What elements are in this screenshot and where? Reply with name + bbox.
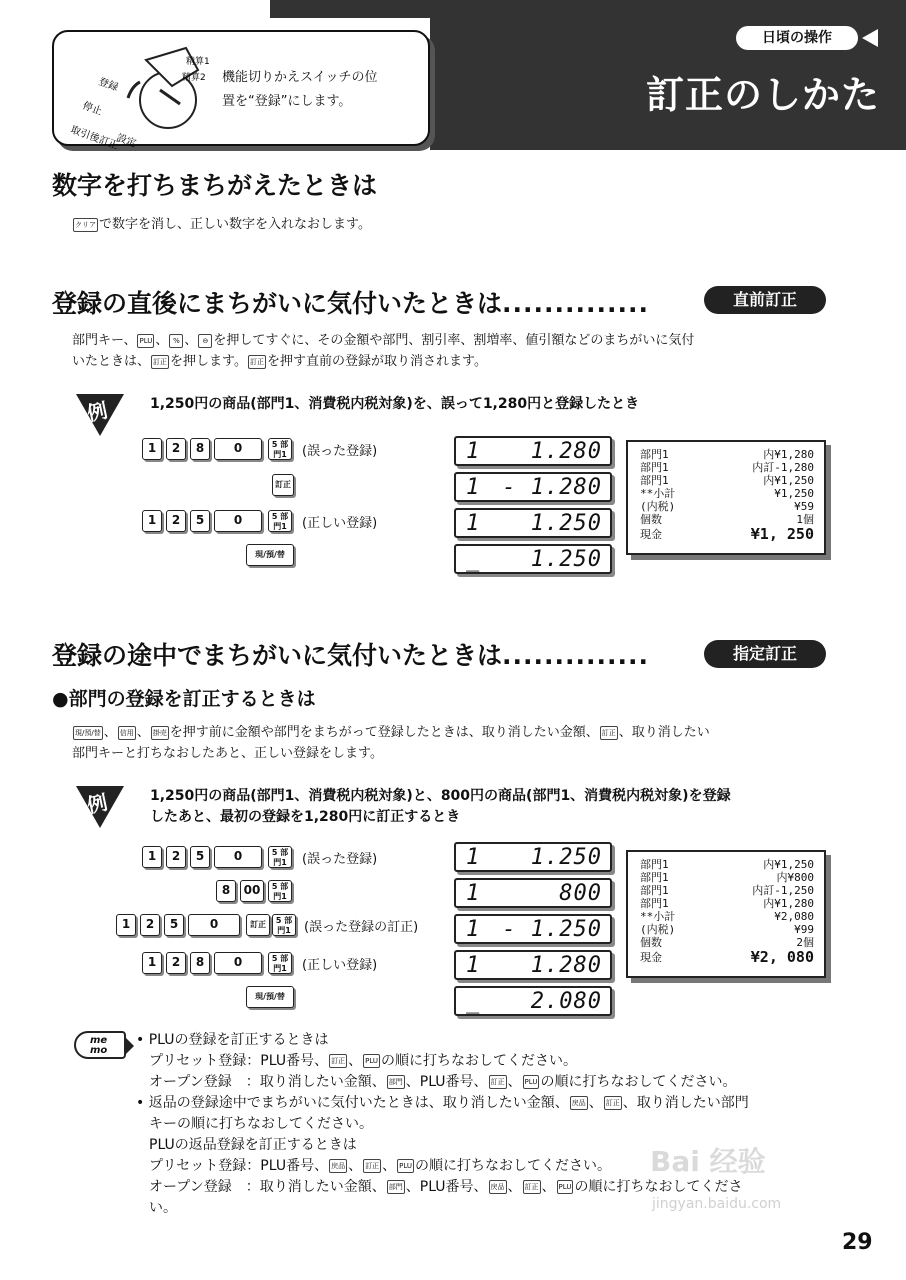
memo-notes: • PLUの登録を訂正するときは プリセット登録：PLU番号、 訂正 、 PLU の順に打ちなおしてください。 オープン登録 ：取り消したい金額、 部門 、PLU番号、 訂正 、 PLU の順に打ちなおしてください。 • 返品の登録途中でまちがいに気付いたときは、取り消したい金額、 戻品 、 訂正 、取り消したい部門 キーの順に打ちなおしてください。 PLUの返品登録を訂正するときは プリセット登録：PLU番号、 戻品 、 訂正 、 PLU の順に打ちなおしてください。 オープン登録 ：取り消したい金額、 部門 、PLU番号、 戻品 、 訂正 、 PLU の順に打ちなおしてくださ い。 [136,1032,749,1216]
section2-heading: 登録の直後にまちがいに気付いたときは.............. [52,289,649,318]
clear-key-icon: クリア [73,218,98,232]
key-sequence: 1 2 5 0 5 部門1 (正しい登録) [142,510,442,534]
register-display: 1 - 1.250 [454,914,612,944]
section-label: 日頃の操作 [736,26,858,50]
dial-label: 設定 [114,132,138,150]
watermark-url: jingyan.baidu.com [652,1196,782,1212]
correct-key-icon: 訂正 [248,355,266,369]
section3-heading: 登録の途中でまちがいに気付いたときは.............. [52,641,649,670]
credit-key-icon: 信用 [118,726,136,740]
register-display: 1 - 1.280 [454,472,612,502]
cash-key-icon: 現/預/替 [73,726,103,740]
percent-key-icon: % [169,334,183,348]
example-text: 1,250円の商品(部門1、消費税内税対象)を、誤って1,280円と登録したとき [150,396,640,412]
section-arrow-icon [862,29,878,47]
memo-icon: me mo [74,1031,126,1059]
dial-label: 取引後訂正 [68,124,120,152]
watermark: Bai 经验 [650,1145,766,1178]
mode-switch-icon [68,40,218,152]
correct-key-icon: 訂正 [151,355,169,369]
key-sequence: 1 2 8 0 5 部門1 (正しい登録) [142,952,442,976]
correct-key-icon: 訂正 [600,726,618,740]
switch-instruction: 機能切りかえスイッチの位 置を“登録”にします。 [222,70,378,109]
key-sequence: 1 2 5 0 5 部門1 (誤った登録) [142,846,442,870]
register-display: 1 1.280 [454,950,612,980]
key-sequence: 現/預/替 [142,986,442,1010]
key-sequence: 8 00 5 部門1 [142,880,442,904]
dial-label: 停止 [80,100,104,118]
dial-label: 登録 [96,76,120,94]
key-sequence: 1 2 8 0 5 部門1 (誤った登録) [142,438,442,462]
tag-direct-correction: 直前訂正 [704,286,826,314]
section1-text: クリア で数字を消し、正しい数字を入れなおします。 [75,217,371,232]
register-display: _ 2.080 [454,986,612,1016]
receipt: 部門1 内¥1,280 部門1 内訂-1,280 部門1 内¥1,250 **小計 ¥1,250 (内税) ¥59 個数 1個 現金 ¥1, 250 [626,440,826,555]
charge-key-icon: 掛売 [151,726,169,740]
register-display: 1 1.250 [454,508,612,538]
example-text: 1,250円の商品(部門1、消費税内税対象)と、800円の商品(部門1、消費税内税対象)を登録 したあと、最初の登録を1,280円に訂正するとき [150,788,731,825]
example-mark: 例 [76,394,124,442]
minus-key-icon: ⊖ [198,334,212,348]
register-display: _ 1.250 [454,544,612,574]
key-sequence: 1 2 5 0 訂正 5 部門1 (誤った登録の訂正) [116,914,446,938]
dial-label: 精算1 [186,57,210,67]
register-display: 1 800 [454,878,612,908]
key-sequence: 訂正 [142,474,442,498]
section3-text: 現/預/替 、 信用 、 掛売 を押す前に金額や部門をまちがって登録したときは、取り消したい金額、 訂正 、取り消したい 部門キーと打ちなおしたあと、正しい登録をします。 [72,725,710,761]
key-sequence: 現/預/替 [142,544,442,568]
section2-text: 部門キー、 PLU 、 % 、 ⊖ を押してすぐに、その金額や部門、割引率、割増率、値引額などのまちがいに気付 いたときは、 訂正 を押します。 訂正 を押す直前の登録が取り消されます。 [72,333,695,369]
page-number: 29 [842,1230,873,1255]
page-title: 訂正のしかた [645,73,880,117]
register-display: 1 1.250 [454,842,612,872]
tag-specified-correction: 指定訂正 [704,640,826,668]
register-display: 1 1.280 [454,436,612,466]
receipt: 部門1 内¥1,250 部門1 内¥800 部門1 内訂-1,250 部門1 内¥1,280 **小計 ¥2,080 (内税) ¥99 個数 2個 現金 ¥2, 080 [626,850,826,978]
plu-key-icon: PLU [137,334,154,348]
example-mark: 例 [76,786,124,834]
switch-card [52,30,430,152]
sub-heading: ●部門の登録を訂正するときは [52,688,316,710]
dial-label: 精算2 [182,73,206,83]
section1-heading: 数字を打ちまちがえたときは [52,171,378,200]
